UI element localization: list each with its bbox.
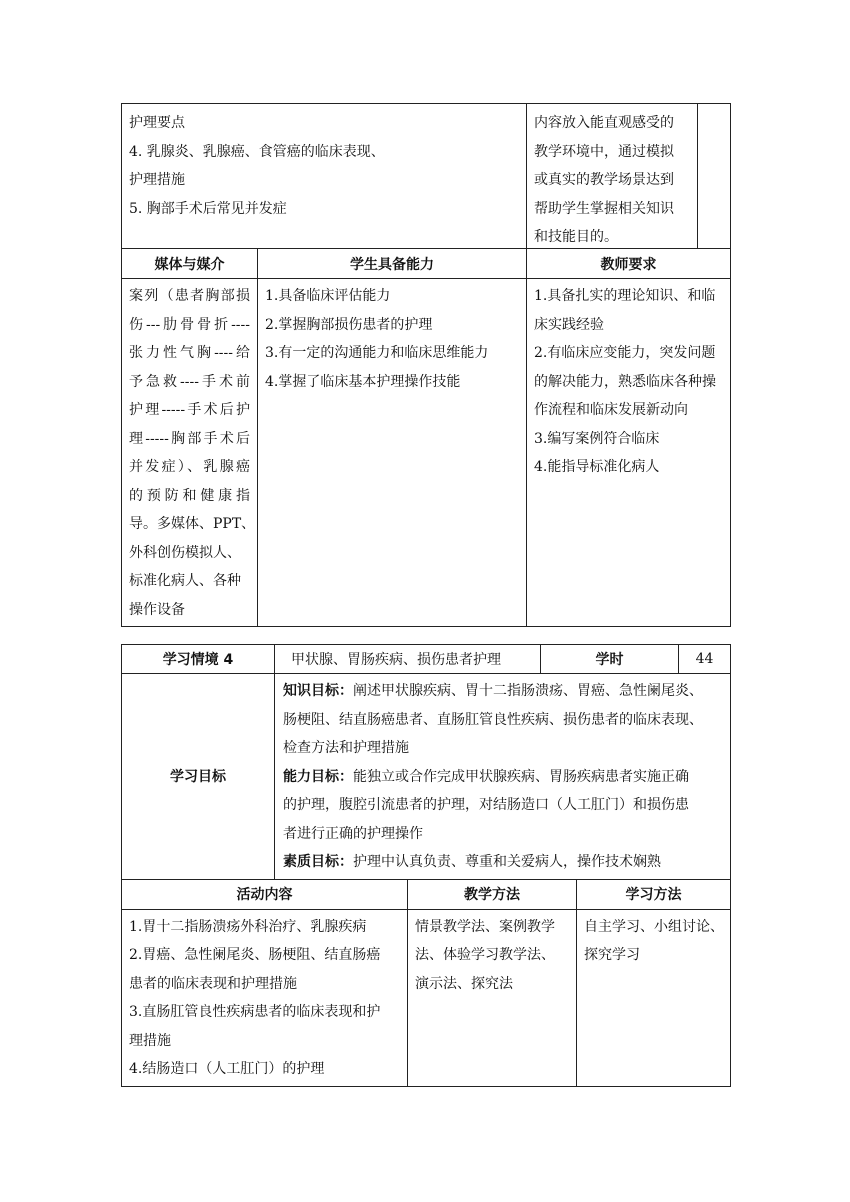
teacher-requirement-cell bbox=[527, 279, 731, 627]
env-line: 和技能目的。 bbox=[534, 229, 619, 245]
media-cell bbox=[122, 279, 258, 627]
teaching-method-cell bbox=[408, 909, 577, 1086]
env-line: 教学环境中，通过模拟 bbox=[534, 143, 675, 160]
activity-line: 3.直肠肛管良性疾病患者的临床表现和护 bbox=[129, 1004, 381, 1020]
objectives-cell bbox=[275, 674, 731, 880]
env-line: 内容放入能直观感受的 bbox=[534, 115, 675, 131]
ability-line: 1.具备临床评估能力 bbox=[265, 288, 391, 304]
ability-line: 4.掌握了临床基本护理操作技能 bbox=[265, 373, 461, 390]
media-line: 予急救----手术前 bbox=[129, 373, 250, 390]
knowledge-goal-text: 阐述甲状腺疾病、胃十二指肠溃疡、胃癌、急性阑尾炎、 bbox=[353, 683, 703, 699]
ability-goal-text: 能独立或合作完成甲状腺疾病、胃肠疾病患者实施正确 bbox=[353, 768, 689, 785]
teaching-method-line: 演示法、探究法 bbox=[415, 975, 513, 992]
activity-cell bbox=[122, 909, 408, 1086]
learning-method-line: 自主学习、小组讨论、 bbox=[584, 918, 724, 935]
activity-line: 1.胃十二指肠溃疡外科治疗、乳腺疾病 bbox=[129, 918, 367, 935]
teacher-line: 1.具备扎实的理论知识、和临 bbox=[534, 288, 716, 304]
situation-title-cell bbox=[275, 645, 541, 674]
teacher-line: 作流程和临床发展新动向 bbox=[534, 402, 689, 418]
quality-goal-label: 素质目标： bbox=[283, 854, 353, 870]
learning-method-cell bbox=[577, 909, 731, 1086]
media-line: 伤---肋骨骨折---- bbox=[129, 316, 250, 333]
learning-method-line: 探究学习 bbox=[584, 947, 640, 963]
env-line: 或真实的教学场景达到 bbox=[534, 172, 675, 188]
situation-label: 学习情境 4 bbox=[122, 645, 275, 674]
activity-line: 4.结肠造口（人工肛门）的护理 bbox=[129, 1061, 325, 1077]
ability-goal-text: 者进行正确的护理操作 bbox=[283, 825, 423, 842]
teacher-line: 4.能指导标准化病人 bbox=[534, 459, 660, 475]
teacher-line: 2.有临床应变能力，突发问题 bbox=[534, 345, 716, 361]
media-line: 并发症）、乳腺癌 bbox=[129, 459, 250, 475]
media-line: 护理-----手术后护 bbox=[129, 402, 250, 418]
teacher-line: 3.编写案例符合临床 bbox=[534, 430, 660, 447]
media-line: 外科创伤模拟人、 bbox=[129, 544, 241, 561]
ability-goal-label: 能力目标： bbox=[283, 768, 353, 785]
key-point-line: 5. 胸部手术后常见并发症 bbox=[129, 200, 287, 217]
course-table-situation-4 bbox=[121, 644, 731, 1087]
situation-title: 甲状腺、胃肠疾病、损伤患者护理 bbox=[291, 652, 501, 668]
ability-line: 3.有一定的沟通能力和临床思维能力 bbox=[265, 345, 489, 361]
quality-goal-text: 护理中认真负责、尊重和关爱病人，操作技术娴熟 bbox=[353, 854, 661, 870]
activity-line: 2.胃癌、急性阑尾炎、肠梗阻、结直肠癌 bbox=[129, 947, 381, 963]
media-line: 理-----胸部手术后 bbox=[129, 430, 250, 447]
media-line: 标准化病人、各种 bbox=[129, 573, 241, 589]
knowledge-goal-text: 检查方法和护理措施 bbox=[283, 740, 409, 756]
media-line: 的预防和健康指 bbox=[129, 487, 250, 504]
media-line: 张力性气胸----给 bbox=[129, 345, 250, 361]
key-point-line: 4. 乳腺炎、乳腺癌、食管癌的临床表现、 bbox=[129, 143, 385, 160]
hours-value: 44 bbox=[679, 645, 731, 674]
ability-line: 2.掌握胸部损伤患者的护理 bbox=[265, 316, 433, 333]
key-point-line: 护理要点 bbox=[129, 115, 185, 131]
header-media: 媒体与媒介 bbox=[122, 249, 258, 279]
teaching-method-line: 法、体验学习教学法、 bbox=[415, 947, 555, 963]
key-point-line: 护理措施 bbox=[129, 172, 185, 188]
teacher-line: 床实践经验 bbox=[534, 316, 605, 333]
ability-goal-text: 的护理，腹腔引流患者的护理，对结肠造口（人工肛门）和损伤患 bbox=[283, 797, 689, 813]
objectives-label: 学习目标 bbox=[122, 674, 275, 880]
knowledge-goal-label: 知识目标： bbox=[283, 683, 353, 699]
media-line: 案列（患者胸部损 bbox=[129, 288, 250, 304]
header-learning-method: 学习方法 bbox=[577, 879, 731, 909]
media-line: 操作设备 bbox=[129, 601, 185, 618]
header-teacher-requirement: 教师要求 bbox=[527, 249, 731, 279]
activity-line: 理措施 bbox=[129, 1032, 171, 1049]
header-teaching-method: 教学方法 bbox=[408, 879, 577, 909]
empty-cell bbox=[698, 104, 731, 248]
header-activity: 活动内容 bbox=[122, 879, 408, 909]
media-line: 导。多媒体、PPT、 bbox=[129, 516, 256, 532]
activity-line: 患者的临床表现和护理措施 bbox=[129, 975, 297, 992]
env-line: 帮助学生掌握相关知识 bbox=[534, 200, 675, 217]
ability-cell bbox=[258, 279, 527, 627]
key-points-cell bbox=[122, 104, 527, 249]
course-table-upper bbox=[121, 103, 731, 627]
teaching-method-line: 情景教学法、案例教学 bbox=[415, 918, 555, 935]
header-student-ability: 学生具备能力 bbox=[258, 249, 527, 279]
teacher-line: 的解决能力，熟悉临床各种操 bbox=[534, 373, 717, 390]
environment-cell bbox=[527, 104, 731, 249]
knowledge-goal-text: 肠梗阻、结直肠癌患者、直肠肛管良性疾病、损伤患者的临床表现、 bbox=[283, 711, 703, 728]
hours-label: 学时 bbox=[541, 645, 679, 674]
